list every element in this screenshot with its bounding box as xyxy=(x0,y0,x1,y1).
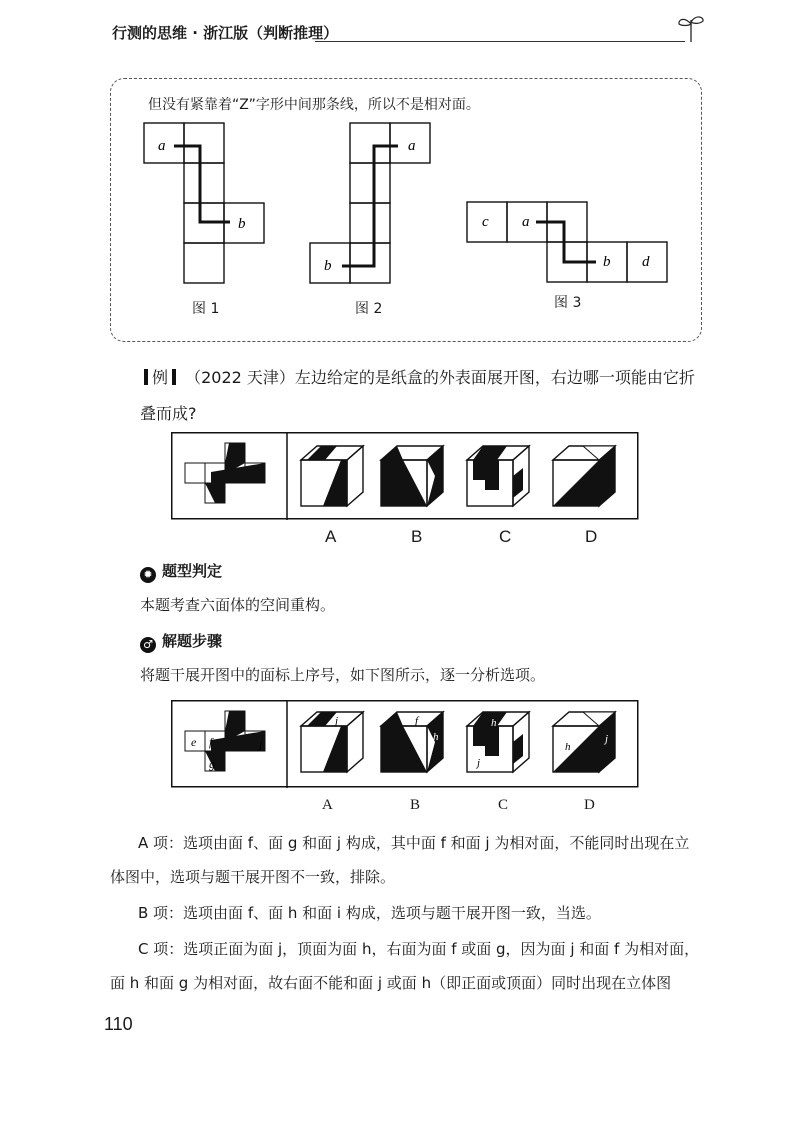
section-steps-title: 解题步骤 xyxy=(162,632,223,650)
label-h: h xyxy=(491,717,497,729)
option-c-label: C xyxy=(499,527,512,546)
label-j: j xyxy=(477,757,481,769)
section-type-title: 题型判定 xyxy=(162,562,223,580)
label-h: h xyxy=(433,731,439,743)
label-b: b xyxy=(238,216,246,232)
label-j: j xyxy=(259,737,263,751)
nets-figure xyxy=(130,118,690,318)
leaf-icon xyxy=(676,12,706,46)
label-a: a xyxy=(522,214,530,230)
section-steps-body: 将题干展开图中的面标上序号，如下图所示，逐一分析选项。 xyxy=(140,666,546,684)
label-f: f xyxy=(415,715,419,727)
option-a-label: A xyxy=(322,797,333,813)
sun-icon: ✹ xyxy=(140,567,156,583)
header-rule xyxy=(315,41,685,42)
key-icon: ♂ xyxy=(140,637,156,653)
figure-caption-3: 图 3 xyxy=(554,295,582,311)
option-d-label: D xyxy=(584,797,595,813)
analysis-option-a: A 项：选项由面 f、面 g 和面 j 构成，其中面 f 和面 j 为相对面，不能同时出现在立体图中，选项与题干展开图不一致，排除。 xyxy=(110,834,690,886)
section-type-body: 本题考查六面体的空间重构。 xyxy=(140,596,336,614)
option-d-label: D xyxy=(585,527,598,546)
note-text: 但没有紧靠着“Z”字形中间那条线，所以不是相对面。 xyxy=(148,97,480,113)
analysis-option-c: C 项：选项正面为面 j，顶面为面 h，右面为面 f 或面 g，因为面 j 和面 f 为相对面，面 h 和面 g 为相对面，故右面不能和面 j 或面 h（即正面或顶面）同时出现在立体图 xyxy=(110,940,700,992)
question-marker xyxy=(172,369,176,385)
label-e: e xyxy=(191,735,197,749)
question-tag: 例 xyxy=(152,368,169,387)
section-type-heading xyxy=(140,560,222,583)
label-b: b xyxy=(603,254,611,270)
label-b: b xyxy=(324,258,332,274)
question-text: （2022 天津）左边给定的是纸盒的外表面展开图，右边哪一项能由它折叠而成? xyxy=(140,368,695,423)
question-marker xyxy=(144,369,148,385)
figure-caption-2: 图 2 xyxy=(355,301,383,317)
label-h: h xyxy=(565,741,571,753)
figure-caption-1: 图 1 xyxy=(192,301,220,317)
running-header: 行测的思维 · 浙江版（判断推理） xyxy=(112,24,339,42)
label-h: h xyxy=(229,713,235,727)
label-a: a xyxy=(158,138,166,154)
option-b-label: B xyxy=(410,797,421,813)
labeled-figure xyxy=(171,700,639,788)
label-a: a xyxy=(408,138,416,154)
label-g: g xyxy=(209,757,215,771)
page-number: 110 xyxy=(104,1014,133,1034)
section-steps-heading xyxy=(140,630,222,653)
label-j: j xyxy=(335,715,339,727)
option-b-label: B xyxy=(411,527,423,546)
label-d: d xyxy=(642,254,650,270)
label-j: j xyxy=(605,733,609,745)
label-f: f xyxy=(209,735,213,749)
question xyxy=(140,360,700,432)
analysis-option-b: B 项：选项由面 f、面 h 和面 i 构成，选项与题干展开图一致，当选。 xyxy=(138,904,601,922)
question-figure xyxy=(171,432,639,520)
label-c: c xyxy=(482,214,489,230)
option-a-label: A xyxy=(325,527,337,546)
option-c-label: C xyxy=(498,797,509,813)
